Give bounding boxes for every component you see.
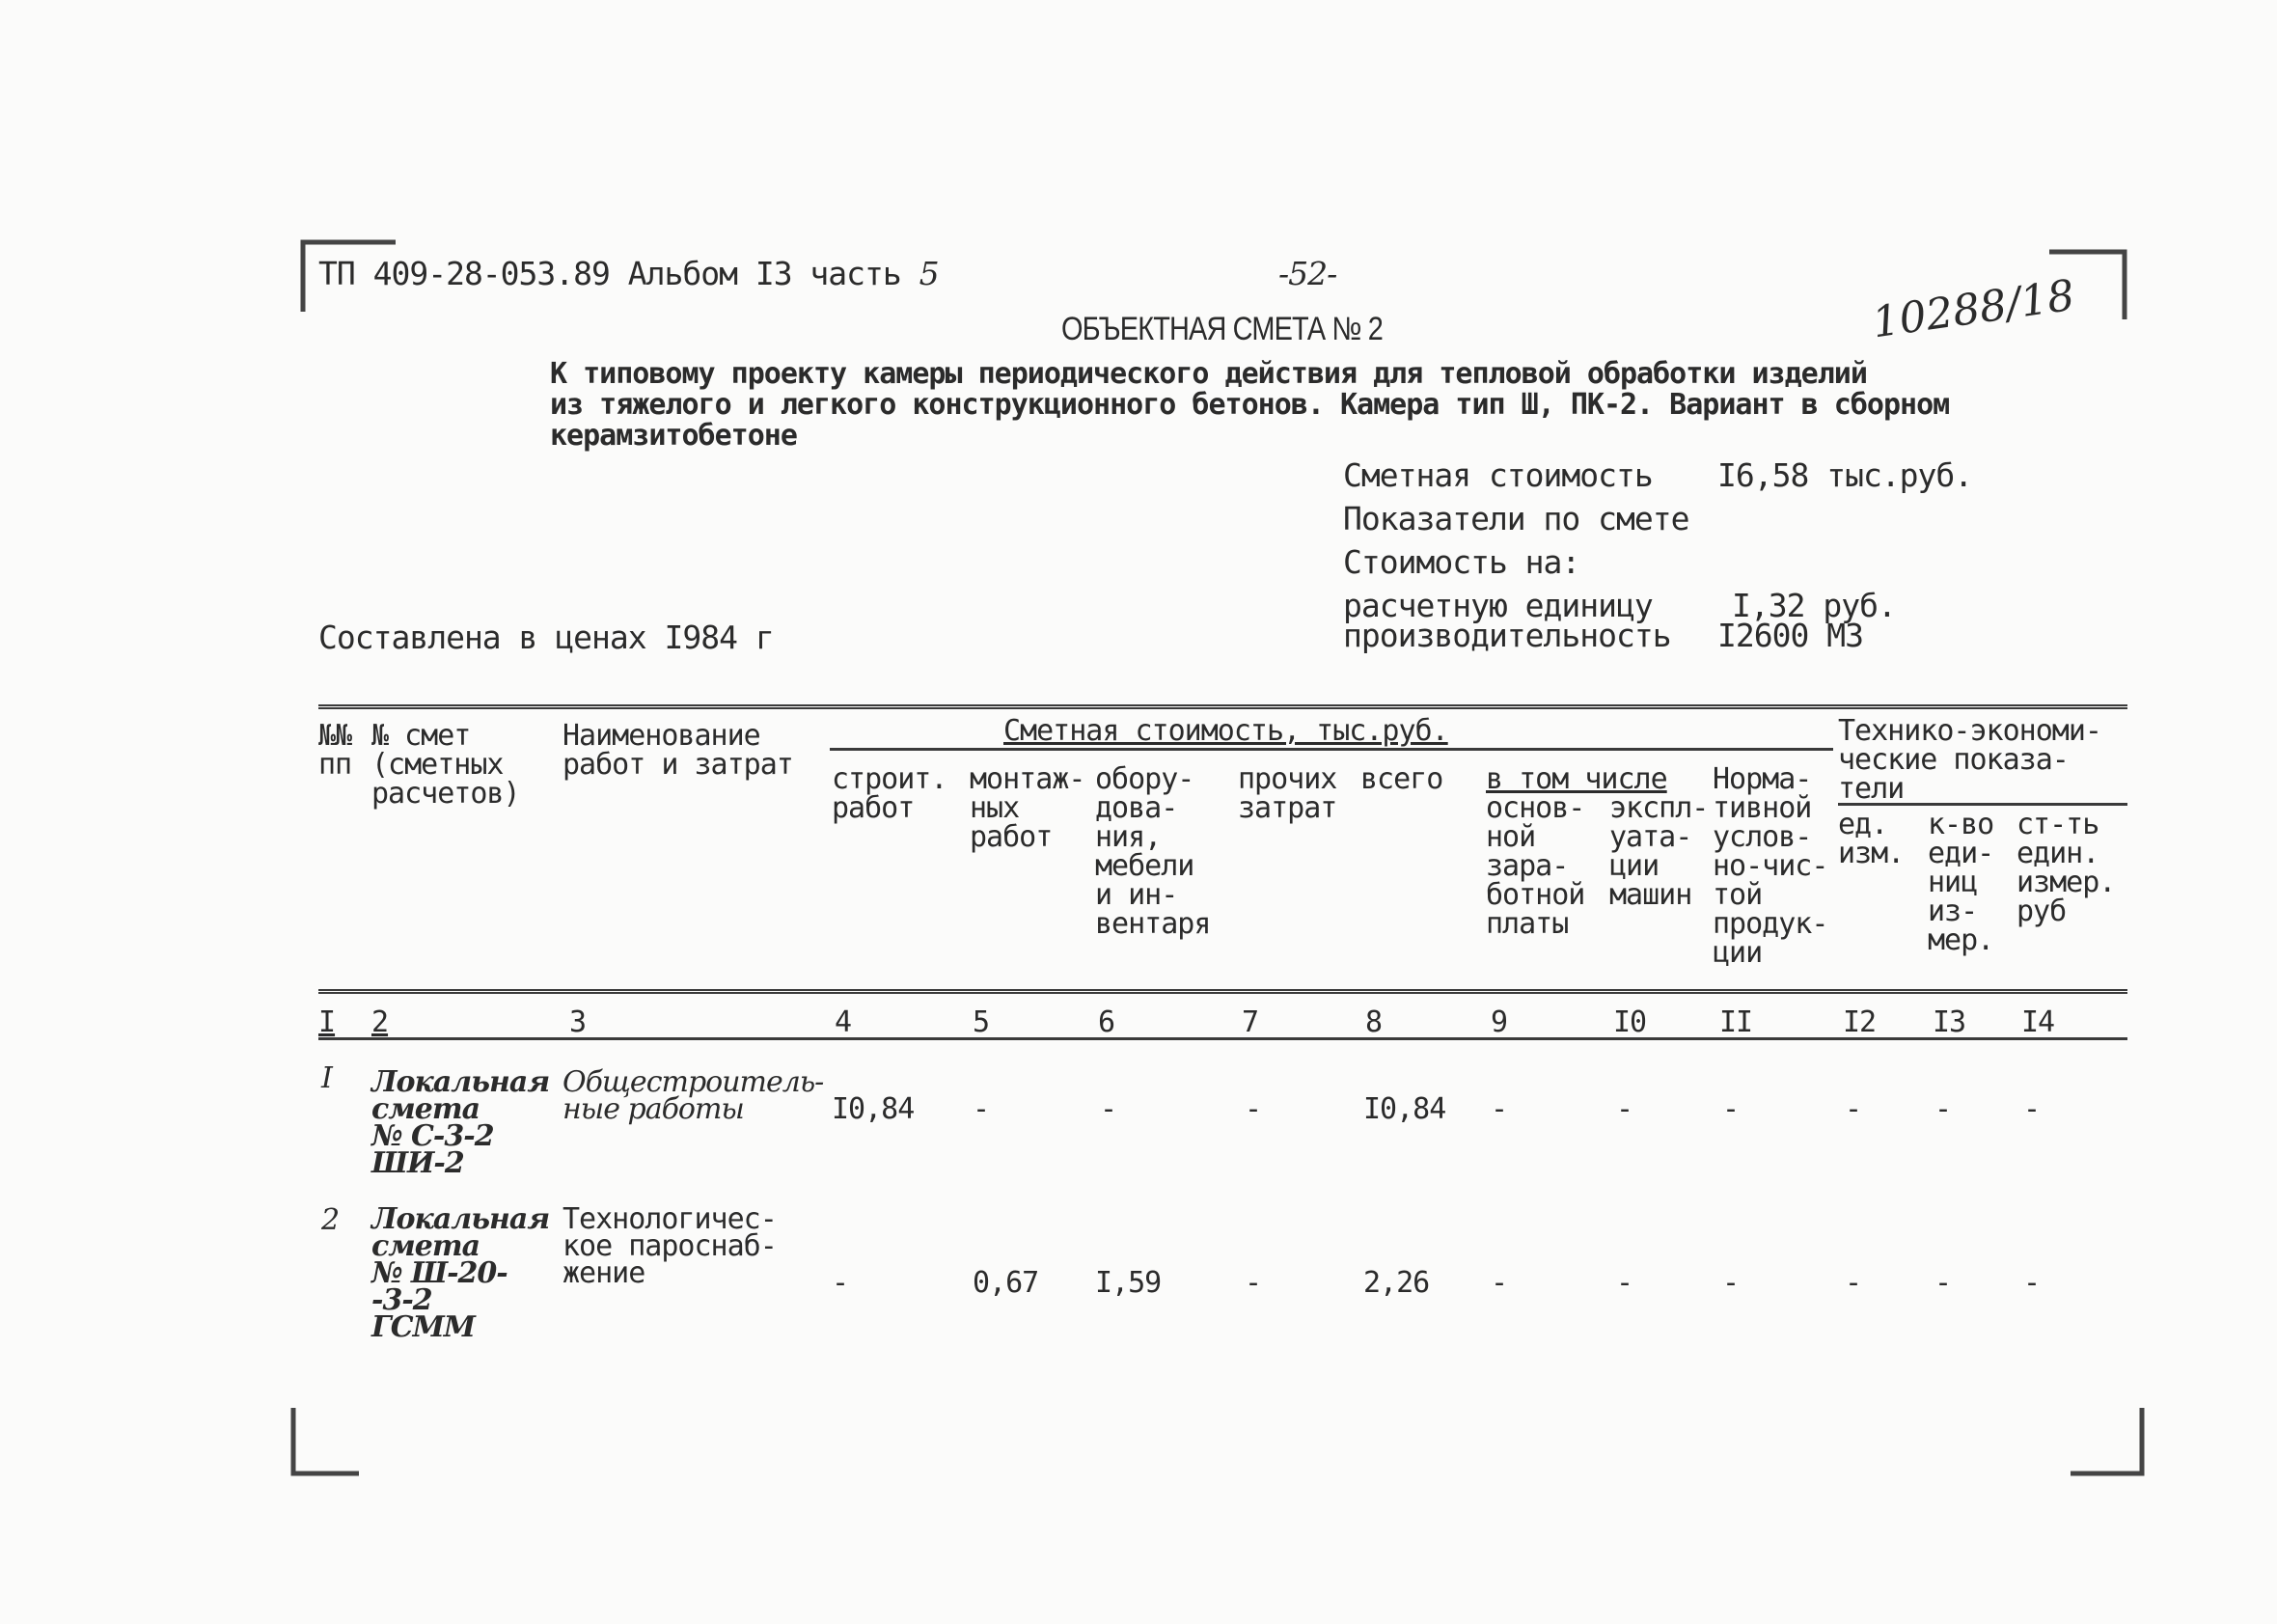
header-bottom-rule [318,989,2127,994]
col-number-13: I3 [1933,1005,1966,1039]
row-other: - [1245,1092,1262,1126]
document-code [318,255,939,292]
row-estimate: Локальная смета № Ш-20- -3-2 ГСММ [371,1202,550,1344]
col-number-1: I [318,1005,336,1039]
row-total: 2,26 [1363,1266,1430,1300]
header-construction: строит. работ [832,762,947,825]
col-number-8: 8 [1365,1005,1383,1039]
part-number: 5 [919,255,939,292]
unit-value: I,32 руб. [1732,587,1896,624]
row-machines: - [1616,1092,1633,1126]
indicators-label: Показатели по смете [1343,500,1689,537]
row-num: I [321,1061,332,1095]
header-quantity: к-во еди- ниц из- мер. [1928,808,1994,957]
col-number-2: 2 [371,1005,389,1039]
row-quantity: - [1934,1266,1952,1300]
header-unit: ед. изм. [1838,808,1905,870]
page-number: -52- [1278,255,1337,292]
header-wages: основ- ной зара- ботной платы [1486,791,1585,941]
cost-value: I6,58 тыс.руб. [1717,456,1973,494]
corner-bracket-bottom-right [2065,1404,2152,1481]
prices-note: Составлена в ценах I984 г [318,619,774,656]
row-net-production: - [1722,1266,1740,1300]
unit-label: расчетную единицу [1343,587,1653,624]
col-number-14: I4 [2021,1005,2055,1039]
row-wages: - [1491,1092,1508,1126]
col-number-12: I2 [1843,1005,1877,1039]
row-quantity: - [1934,1092,1952,1126]
col-number-9: 9 [1491,1005,1508,1039]
header-tech-group: Технико-экономи- ческие показа- тели [1838,714,2101,806]
row-unit-cost: - [2023,1266,2041,1300]
row-equipment: - [1100,1092,1117,1126]
row-installation: - [973,1092,990,1126]
row-unit: - [1845,1266,1862,1300]
row-installation: 0,67 [973,1266,1039,1300]
row-equipment: I,59 [1095,1266,1162,1300]
row-name: Технологичес- кое пароснаб- жение [562,1202,777,1290]
document-code-text: ТП 409-28-053.89 Альбом I3 часть [318,255,901,292]
capacity-value: I2600 М3 [1717,617,1863,654]
handwritten-id: 10288/18 [1869,270,2078,348]
col-number-4: 4 [835,1005,852,1039]
header-total: всего [1360,762,1443,796]
header-other: прочих затрат [1238,762,1337,825]
header-installation: монтаж- ных работ [970,762,1085,854]
row-total: I0,84 [1363,1092,1446,1126]
header-machines: экспл- уата- ции машин [1609,791,1709,912]
cost-label: Сметная стоимость [1343,456,1653,494]
document-description: К типовому проекту камеры периодического действия для тепловой обработки изделий из тяжелого и легкого конструкционного бетонов. Камера тип Ш, ПК-2. Вариант в сборном керамзитобетоне [550,357,1950,453]
document-title: ОБЪЕКТНАЯ СМЕТА № 2 [1061,311,1384,347]
cost-group-rule [830,748,1833,751]
col-number-11: II [1719,1005,1753,1039]
capacity-label: производительность [1343,617,1671,654]
row-machines: - [1616,1266,1633,1300]
col-number-5: 5 [973,1005,990,1039]
row-name: Общестроитель- ные работы [562,1065,824,1126]
header-unit-cost: ст-ть един. измер. руб [2016,808,2116,928]
row-estimate: Локальная смета № С-3-2 ШИ-2 [371,1065,550,1180]
row-net-production: - [1722,1092,1740,1126]
col-number-10: I0 [1613,1005,1647,1039]
header-num: №№ пп [318,719,352,782]
header-net-production: Норма- тивной услов- но-чис- той продук- ции [1713,762,1828,970]
cost-per-label: Стоимость на: [1343,543,1580,581]
header-name: Наименование работ и затрат [562,719,793,782]
row-other: - [1245,1266,1262,1300]
table-top-rule [318,704,2127,709]
header-cost-group: Сметная стоимость, тыс.руб. [1003,714,1448,748]
row-unit: - [1845,1092,1862,1126]
col-number-7: 7 [1242,1005,1259,1039]
row-wages: - [1491,1266,1508,1300]
col-number-6: 6 [1098,1005,1115,1039]
corner-bracket-bottom-left [286,1404,372,1481]
row-num: 2 [321,1203,340,1237]
row-construction: - [832,1266,849,1300]
col-number-3: 3 [569,1005,587,1039]
row-unit-cost: - [2023,1092,2041,1126]
header-equipment: обору- дова- ния, мебели и ин- вентаря [1095,762,1211,941]
header-estimate: № смет (сметных расчетов) [371,719,520,811]
header-including: в том числе [1486,762,1667,796]
row-construction: I0,84 [832,1092,915,1126]
